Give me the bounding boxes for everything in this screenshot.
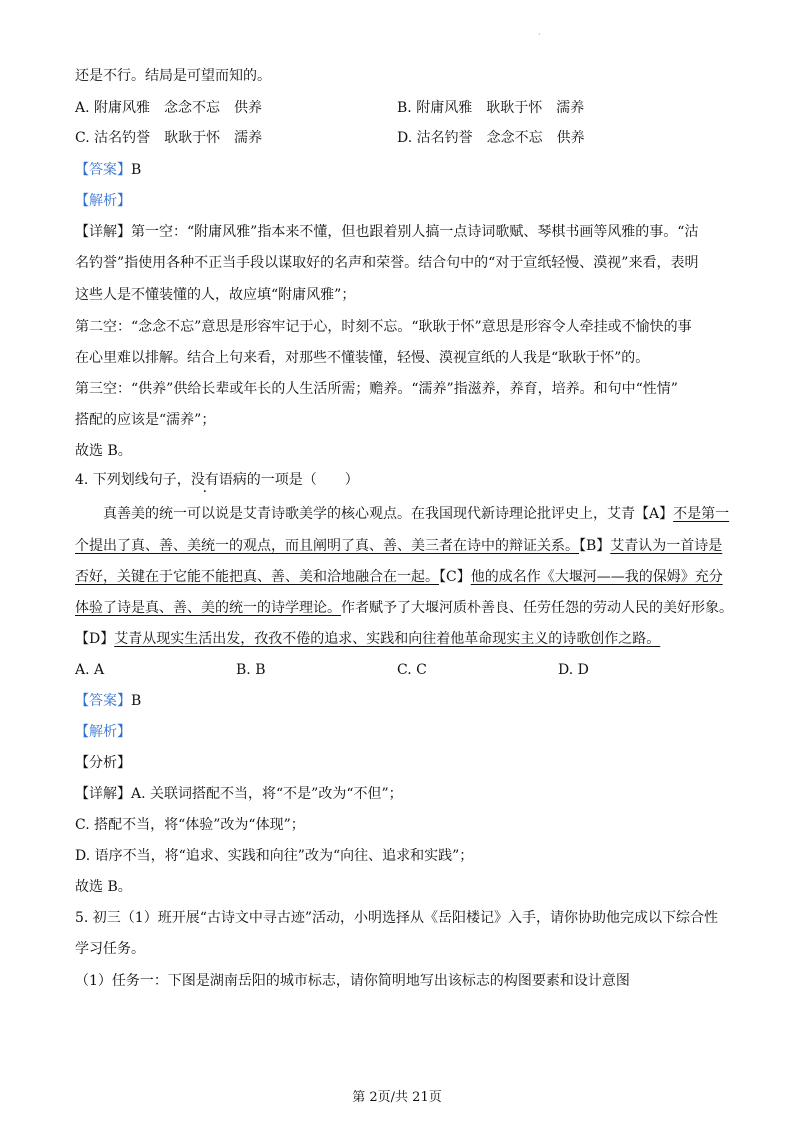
q4-detail-line-3: D. 语序不当，将“追求、实践和向往”改为“向往、追求和实践”； [75,848,474,864]
q4-answer [75,691,141,711]
q4-p1-plain: 真善美的统一可以说是艾青诗歌美学的核心观点。在我国现代新诗理论批评史上，艾青【A】 [103,506,674,522]
q3-answer [75,160,141,180]
q4-sentence-d: 艾青从现实生活出发，孜孜不倦的追求、实践和向往着他革命现实主义的诗歌创作之路。 [114,631,661,647]
q3-detail-line-6: 第三空：“供养”供给长辈或年长的人生活所需；赡养。“濡养”指滋养，养育，培养。和句中“性情” [75,381,678,397]
q4-passage-line-4 [75,598,733,618]
q4-answer-value: B [131,693,142,709]
q4-stem-part-2: 语病的一项是（ ） [218,472,359,488]
q4-sentence-c-start: 他的成名作《大堰河——我的保姆》充分 [470,569,723,585]
q3-detail-tag: 【详解】 [75,224,131,240]
q3-answer-tag: 【答案】 [75,162,131,178]
q4-option-c: C. C [397,662,427,678]
q4-answer-tag: 【答案】 [75,693,131,709]
q4-sentence-a-end: 个提出了真、善、美统一的观点，而且阐明了真、善、美三者在诗中的辩证关系。 [75,538,579,554]
q3-detail-line-4: 第二空：“念念不忘”意思是形容牢记于心，时刻不忘。“耿耿于怀”意思是形容令人牵挂或不愉快的事 [75,319,692,335]
q4-sentence-c-end: 体验了诗是真、善、美的统一的诗学理论。 [75,600,341,616]
q4-fenxi-tag: 【分析】 [75,755,131,771]
q4-sentence-b-end: 否好，关键在于它能不能把真、善、美和洽地融合在一起。 [75,569,439,585]
q3-detail-text-1: 第一空：“附庸风雅”指本来不懂，但也跟着别人搞一点诗词歌赋、琴棋书画等风雅的事。“沽 [131,224,699,240]
q4-sentence-b-start: 艾青认为一首诗是 [610,538,723,554]
q4-stem-part-1: 4. 下列划线句子， [75,472,191,488]
q4-detail-line-2: C. 搭配不当，将“体验”改为“体现”； [75,817,305,833]
q4-detail-line-1 [75,784,403,804]
q5-task-1: （1）任务一：下图是湖南岳阳的城市标志，请你简明地写出该标志的构图要素和设计意图 [75,973,630,989]
q3-detail-line-7: 搭配的应该是“濡养”； [75,412,216,428]
q4-passage-line-5 [75,629,660,649]
q4-detail-tag: 【详解】 [75,786,131,802]
q4-option-d: D. D [558,662,589,678]
q4-option-b: B. B [236,662,266,678]
q4-option-a: A. A [75,662,105,678]
q4-detail-text-1: A. 关联词搭配不当，将“不是”改为“不但”； [131,786,403,802]
q3-detail-line-2: 名钓誉”指使用各种不正当手段以谋取好的名声和荣誉。结合句中的“对于宣纸轻慢、漠视”来看，表明 [75,255,699,271]
q3-option-d: D. 沽名钓誉 念念不忘 供养 [397,130,585,146]
q4-passage-line-2 [75,536,722,556]
q4-tag-d: 【D】 [75,631,115,647]
q4-sentence-a-start: 不是第一 [673,506,730,522]
q4-p4-plain: 作者赋予了大堰河质朴善良、任劳任怨的劳动人民的美好形象。 [341,600,733,616]
q5-stem-line-2: 学习任务。 [75,941,145,957]
q3-detail-line-8: 故选 B。 [75,443,132,459]
q3-tail-text: 还是不行。结局是可望而知的。 [75,68,271,84]
q3-option-b: B. 附庸风雅 耿耿于怀 濡养 [397,100,585,116]
q4-tag-b: 【B】 [579,538,611,554]
q4-passage-line-3 [75,567,723,587]
q5-stem-line-1: 5. 初三（1）班开展“古诗文中寻古迹”活动，小明选择从《岳阳楼记》入手，请你协助他完成以下综合性 [75,910,719,926]
q4-stem-emphasis: 没有 [190,472,219,488]
q3-analysis-tag: 【解析】 [75,193,131,209]
q4-tag-c: 【C】 [439,569,471,585]
q3-detail-line-5: 在心里难以排解。结合上句来看，对那些不懂装懂，轻慢、漠视宣纸的人我是“耿耿于怀”的。 [75,350,650,366]
q4-stem [75,470,359,490]
q4-detail-line-4: 故选 B。 [75,879,132,895]
q4-analysis-tag: 【解析】 [75,724,131,740]
q3-detail-line-1 [75,222,698,242]
q3-answer-value: B [131,162,142,178]
page-number: 第 2页/共 21页 [352,1090,442,1105]
q4-passage-line-1 [103,504,729,524]
q3-detail-line-3: 这些人是不懂装懂的人，故应填“附庸风雅”； [75,287,356,303]
q3-option-a: A. 附庸风雅 念念不忘 供养 [75,100,263,116]
q3-option-c: C. 沽名钓誉 耿耿于怀 濡养 [75,130,263,146]
page-mark: · [538,30,541,39]
